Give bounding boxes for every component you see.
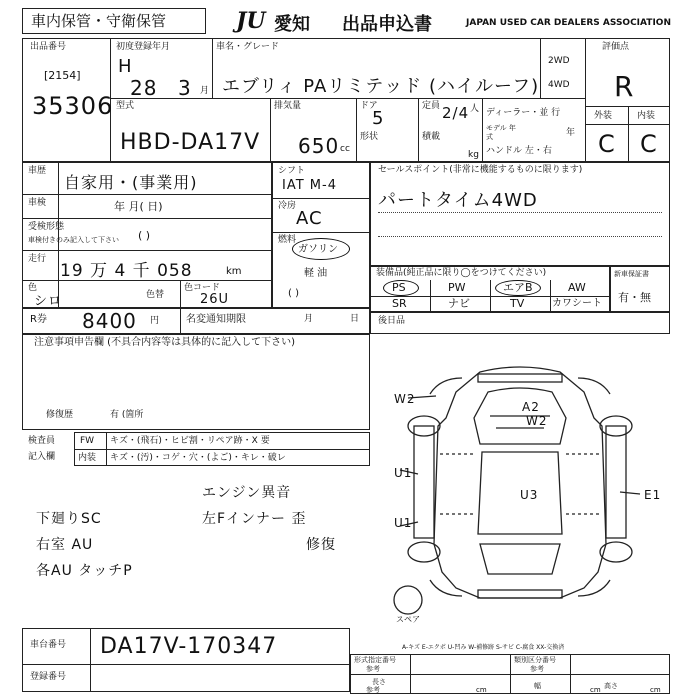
repair-label: 修復歴 — [46, 410, 74, 420]
note-rear-left: 右室 AU — [36, 537, 94, 553]
registration-no-label: 登録番号 — [30, 672, 67, 682]
height-label: 高さ — [604, 682, 618, 690]
load-label: 積載 — [422, 132, 441, 142]
fuel-gas: ガソリン — [298, 244, 338, 255]
recycle-value: 8400 — [82, 309, 137, 333]
acceptance-label: 受検形態 — [28, 222, 65, 232]
mark-w2-center: W2 — [526, 414, 548, 428]
model-label: 車名・グレード — [216, 42, 280, 52]
fuel-light: 軽 油 — [304, 268, 328, 279]
ac-label: 冷房 — [278, 201, 297, 211]
equip-pw: PW — [448, 281, 466, 294]
equipment-label: 装備品(純正品に限り◯をつけてください) — [376, 268, 547, 278]
repair-value: 有 (箇所 — [110, 410, 144, 420]
interior-label: 内装 — [637, 111, 656, 121]
registration-month: 3 — [178, 76, 192, 100]
dealer-label: ディーラー・並 行 — [486, 108, 561, 118]
exterior-label: 外装 — [594, 111, 613, 121]
grade-label: 評価点 — [602, 42, 630, 52]
name-change-month: 月 — [304, 314, 314, 324]
handle-label: ハンドル 左・右 — [486, 146, 552, 156]
length-label: 長さ — [372, 678, 386, 686]
shape-label: 形状 — [360, 132, 379, 142]
chassis-label: 車台番号 — [30, 640, 67, 650]
door-label: ドア — [360, 101, 378, 111]
fw-items: キズ・(飛石)・ヒビ割・リペア跡・X 要 — [110, 436, 270, 446]
warranty-label: 新車保証書 — [614, 270, 649, 278]
equip-ps: PS — [392, 281, 406, 294]
shift-label: シフト — [278, 166, 306, 176]
type-label: 型式 — [116, 101, 135, 111]
recycle-label: R券 — [30, 314, 47, 325]
shift-value: IAT M-4 — [282, 178, 337, 193]
inspector-label-2: 記入欄 — [28, 452, 56, 462]
color-code-value: 26U — [200, 292, 230, 307]
registration-year: 28 — [130, 76, 158, 100]
org-english: JAPAN USED CAR DEALERS ASSOCIATION — [466, 18, 671, 28]
mark-u1-upper: U1 — [394, 466, 413, 480]
mark-a2: A2 — [522, 400, 540, 414]
warranty-value: 有・無 — [618, 291, 651, 304]
equip-aw: AW — [568, 281, 586, 294]
acceptance-value: ( ) — [138, 229, 151, 242]
recycle-unit: 円 — [150, 316, 160, 326]
color-label: 色 — [28, 283, 38, 293]
capacity-unit: 人 — [470, 104, 480, 114]
note-front-seat: 左Fインナー 歪 — [202, 511, 307, 527]
mileage-label: 走行 — [28, 254, 47, 264]
mark-w2-left: W2 — [394, 392, 416, 406]
note-glass: 各AU タッチP — [36, 563, 133, 579]
exterior-grade: C — [598, 130, 616, 158]
displacement-value: 650 — [298, 134, 340, 158]
form-title: 出品申込書 — [342, 14, 432, 35]
ju-logo: JU — [236, 8, 266, 34]
note-axle: 下廻りSC — [36, 511, 102, 527]
capacity-label: 定員 — [422, 101, 441, 111]
grade-value: R — [614, 70, 635, 103]
int-label: 内装 — [78, 453, 97, 463]
interior-grade: C — [640, 130, 658, 158]
spare-label: スペア — [396, 615, 420, 624]
equip-navi: ナビ — [448, 297, 470, 310]
fuel-other: ( ) — [288, 288, 299, 299]
registration-label: 初度登録年月 — [116, 42, 171, 52]
equip-sr: SR — [392, 297, 407, 310]
storage-label-box — [22, 8, 206, 34]
fuel-label: 燃料 — [278, 235, 297, 245]
equip-airbag: エアB — [503, 281, 533, 294]
fw-label: FW — [80, 436, 95, 446]
capacity-value: 2/4 — [442, 104, 470, 122]
format-label: 形式指定番号 — [354, 656, 396, 664]
selling-points-label: セールスポイント(非常に機能するものに限ります) — [378, 165, 583, 175]
acceptance-note: 車検付きのみ記入して下さい — [28, 236, 119, 244]
mileage-value: 19 万 4 千 058 — [60, 261, 193, 281]
model-year-label: モデル 年式 — [486, 124, 516, 141]
equip-tv: TV — [510, 297, 525, 310]
mark-e1: E1 — [644, 488, 662, 502]
rear-items-label: 後日品 — [378, 316, 406, 326]
diagram-legend: A-キズ E-エクボ U-凹み W-補修跡 S-サビ C-腐食 XX-交換済 — [402, 644, 565, 651]
notes-block — [22, 334, 370, 430]
ac-value: AC — [296, 208, 323, 229]
registration-era: H — [118, 56, 133, 77]
model-value: エブリィ PAリミテッド (ハイルーフ) — [222, 76, 540, 97]
org-name: 愛知 — [274, 14, 310, 35]
type-value: HBD-DA17V — [120, 130, 261, 155]
chassis-number: DA17V-170347 — [100, 634, 278, 659]
category-ref: 参考 — [530, 665, 544, 673]
car-damage-diagram — [370, 334, 670, 632]
length-unit: cm — [476, 686, 487, 694]
load-unit: kg — [468, 150, 479, 160]
note-engine: エンジン異音 — [202, 485, 292, 501]
category-label: 類別区分番号 — [514, 656, 556, 664]
mileage-unit: km — [226, 266, 242, 277]
drive-2wd: 2WD — [548, 56, 570, 66]
inspection-label: 車検 — [28, 198, 47, 208]
history-options: 自家用・(事業用) — [64, 173, 198, 192]
height-unit: cm — [650, 686, 661, 694]
rear-items-block — [370, 312, 670, 334]
lot-label: 出品番号 — [30, 42, 67, 52]
width-label: 幅 — [534, 682, 541, 690]
notes-label: 注意事項申告欄 (不具合内容等は具体的に記入して下さい) — [34, 337, 295, 348]
year-suffix: 年 — [566, 128, 576, 138]
drive-4wd: 4WD — [548, 80, 570, 90]
lot-number: 35306 — [32, 92, 114, 120]
width-unit: cm — [590, 686, 601, 694]
color-code-label: 色コード — [184, 283, 221, 293]
lot-bracket: [2154] — [44, 69, 81, 82]
format-ref: 参考 — [366, 665, 380, 673]
color-change-label: 色替 — [146, 290, 165, 300]
inspector-label-1: 検査員 — [28, 436, 56, 446]
storage-label: 車内保管・守衛保管 — [31, 12, 167, 30]
name-change-label: 名変通知期限 — [186, 314, 246, 325]
name-change-day: 日 — [350, 314, 360, 324]
int-items: キズ・(汚)・コゲ・穴・(よご)・キレ・破レ — [110, 453, 286, 463]
inspection-value: 年 月( 日) — [114, 200, 163, 213]
selling-points-value: パートタイム4WD — [378, 190, 538, 211]
displacement-unit: cc — [340, 144, 350, 154]
length-ref: 参考 — [366, 686, 380, 694]
displacement-label: 排気量 — [274, 101, 302, 111]
history-label: 車歴 — [28, 166, 47, 176]
mark-u3: U3 — [520, 488, 539, 502]
door-value: 5 — [372, 108, 385, 129]
month-suffix: 月 — [200, 86, 210, 96]
note-repair: 修復 — [306, 537, 336, 553]
selling-points-block — [370, 162, 670, 266]
color-value: シロ — [34, 294, 63, 309]
equip-seat: カワシート — [552, 298, 602, 309]
mark-u1-lower: U1 — [394, 516, 413, 530]
